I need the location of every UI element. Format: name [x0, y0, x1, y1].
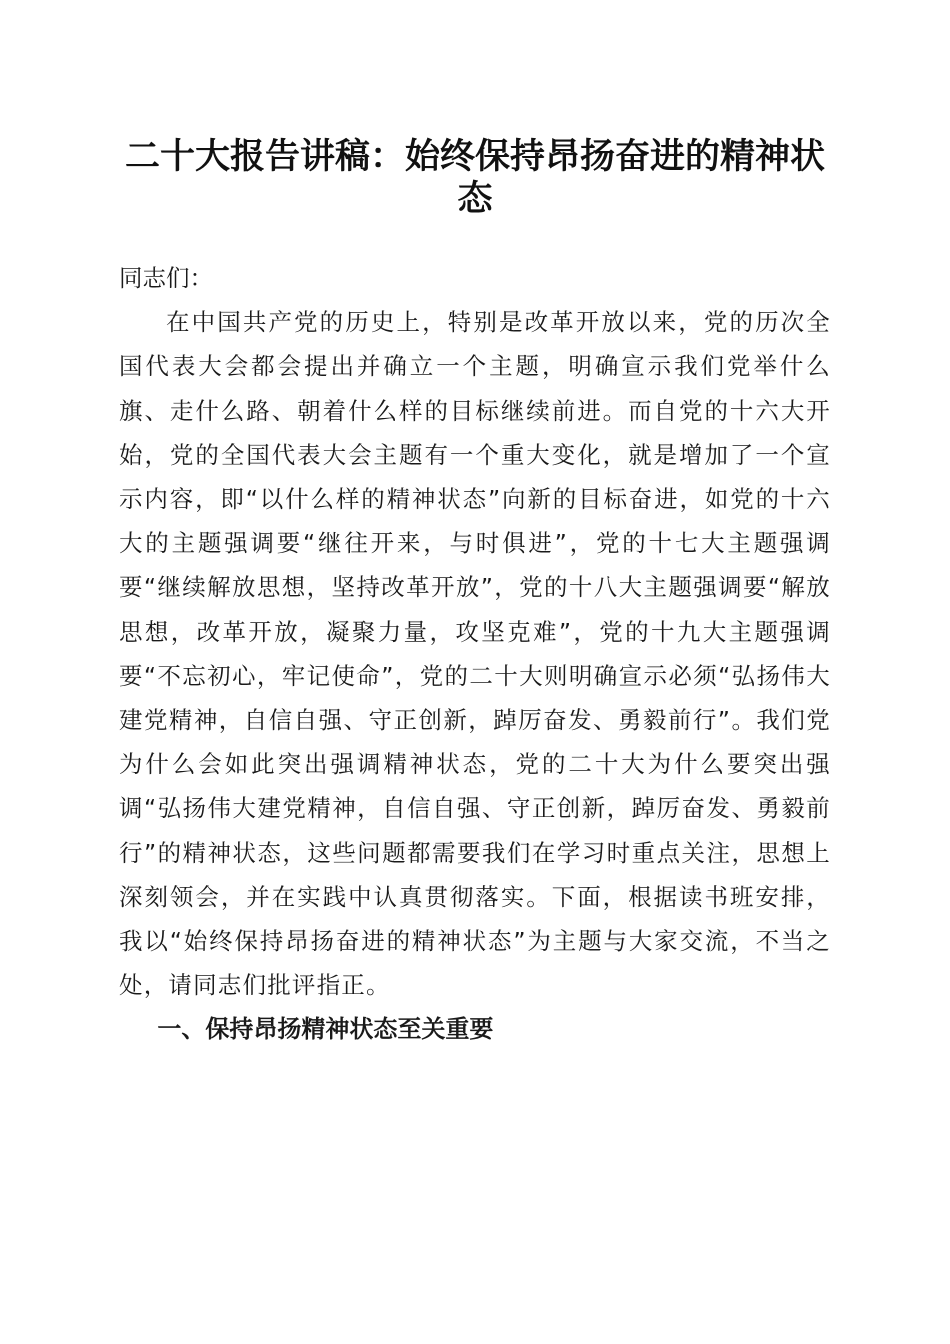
document-title: 二十大报告讲稿：始终保持昂扬奋进的精神状态: [124, 136, 825, 219]
salutation: 同志们：: [119, 264, 213, 292]
body-paragraph: 在中国共产党的历史上，特别是改革开放以来，党的历次全国代表大会都会提出并确立一个主题，明确宣示我们党举什么旗、走什么路、朝着什么样的目标继续前进。而自党的十六大开始，党的全国代表大会主题有一个重大变化，就是增加了一个宣示内容，即“以什么样的精神状态”向新的目标奋进，如党的十六大的主题强调要“继往开来，与时俱进”，党的十七大主题强调要“继续解放思想，坚持改革开放”，党的十八大主题强调要“解放思想，改革开放，凝聚力量，攻坚克难”，党的十九大主题强调要“不忘初心，牢记使命”，党的二十大则明确宣示必须“弘扬伟大建党精神，自信自强、守正创新，踔厉奋发、勇毅前行”。我们党为什么会如此突出强调精神状态，党的二十大为什么要突出强调“弘扬伟大建党精神，自信自强、守正创新，踔厉奋发、勇毅前行”的精神状态，这些问题都需要我们在学习时重点关注，思想上深刻领会，并在实践中认真贯彻落实。下面，根据读书班安排，我以“始终保持昂扬奋进的精神状态”为主题与大家交流，不当之处，请同志们批评指正。: [119, 308, 831, 1000]
section-heading: 一、保持昂扬精神状态至关重要: [157, 1015, 494, 1044]
document-body: [119, 256, 831, 1052]
